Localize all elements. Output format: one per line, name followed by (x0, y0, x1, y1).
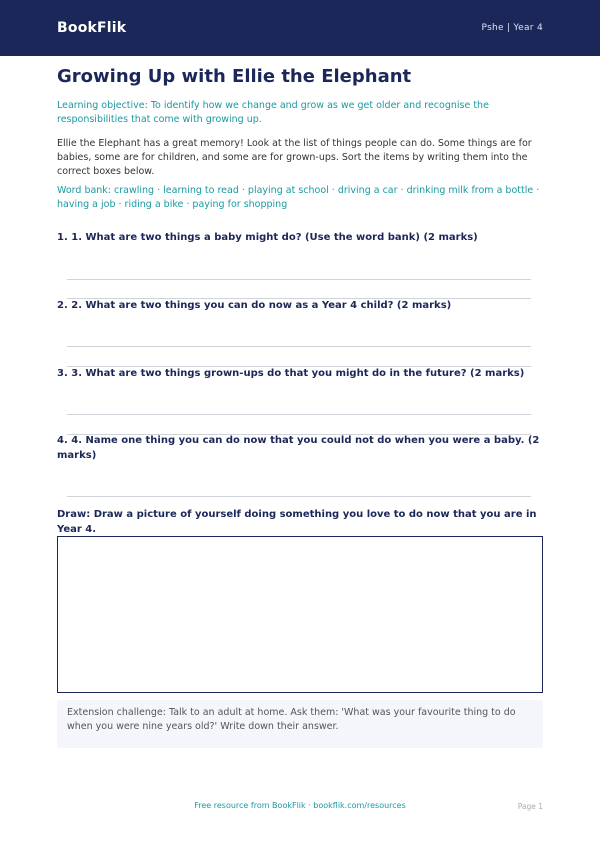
answer-line-3a[interactable] (67, 414, 531, 415)
draw-prompt: Draw: Draw a picture of yourself doing something you love to do now that you are in Year 4. (57, 509, 537, 535)
answer-line-2a[interactable] (67, 346, 531, 347)
question-2: 2. 2. What are two things you can do now as a Year 4 child? (2 marks) (57, 300, 452, 311)
subject-year-label: Pshe | Year 4 (481, 23, 543, 33)
question-3: 3. 3. What are two things grown-ups do that you might do in the future? (2 marks) (57, 368, 525, 379)
extension-challenge (57, 700, 543, 748)
answer-line-1a[interactable] (67, 279, 531, 280)
drawing-area[interactable] (57, 536, 543, 693)
extension-text: Extension challenge: Talk to an adult at home. Ask them: 'What was your favourite thing to do when you were nine years old?' Write down their answer. (67, 707, 516, 732)
worksheet-title: Growing Up with Ellie the Elephant (57, 66, 412, 87)
question-4: 4. 4. Name one thing you can do now that you could not do when you were a baby. (2 marks) (57, 435, 540, 461)
question-1: 1. 1. What are two things a baby might do? (Use the word bank) (2 marks) (57, 232, 478, 243)
page-header (0, 0, 600, 56)
answer-line-4[interactable] (67, 496, 531, 497)
learning-objective: Learning objective: To identify how we change and grow as we get older and recognise the responsibilities that come with growing up. (57, 100, 489, 125)
page-number: Page 1 (517, 802, 543, 811)
intro-text: Ellie the Elephant has a great memory! Look at the list of things people can do. Some things are for babies, some are for children, and some are for grown-ups. Sort the items by writing them into the correct boxes below. (57, 138, 532, 177)
word-bank: Word bank: crawling · learning to read · playing at school · driving a car · drinking milk from a bottle · having a job · riding a bike · paying for shopping (57, 185, 540, 210)
brand-logo[interactable]: BookFlik (57, 20, 127, 36)
footer-resource-link[interactable]: Free resource from BookFlik · bookflik.com/resources (194, 801, 406, 810)
